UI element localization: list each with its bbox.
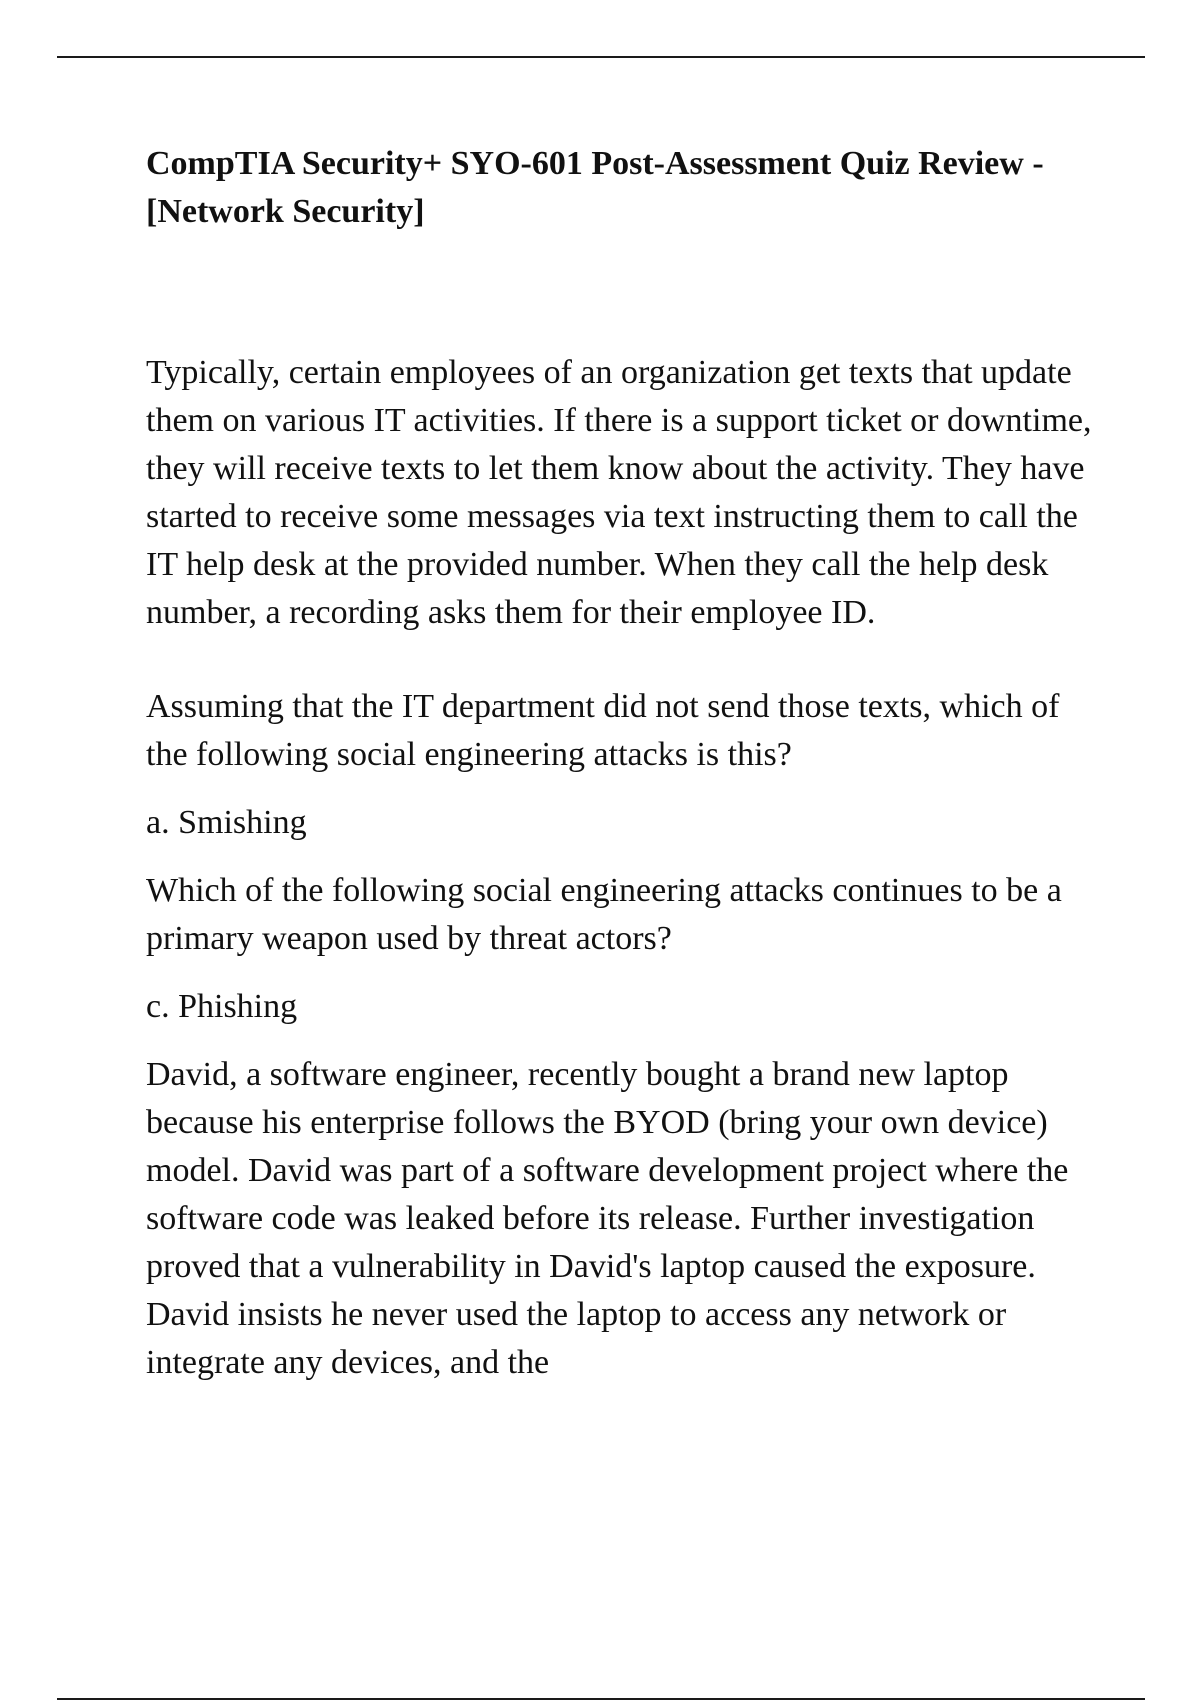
question-1-answer: a. Smishing — [146, 804, 307, 841]
question-3-scenario: David, a software engineer, recently bought a brand new laptop because his enterprise follows the BYOD (bring your own device) model. David was part of a software development project where the software code was leaked before its release. Further investigation proved that a vulnerability in David's laptop caused the exposure. David insists he never used the laptop to access any network or integrate any devices, and the — [146, 1056, 1069, 1381]
document-title: CompTIA Security+ SYO-601 Post-Assessment Quiz Review - [Network Security] — [146, 145, 1044, 230]
question-1-scenario: Typically, certain employees of an organization get texts that update them on various IT activities. If there is a support ticket or downtime, they will receive texts to let them know about the activity. They have started to receive some messages via text instructing them to call the IT help desk at the provided number. When they call the help desk number, a recording asks them for their employee ID. — [146, 354, 1092, 631]
document-body — [146, 140, 1106, 1387]
question-1-prompt: Assuming that the IT department did not send those texts, which of the following social engineering attacks is this? — [146, 688, 1060, 773]
question-2-answer: c. Phishing — [146, 988, 298, 1025]
question-2-prompt: Which of the following social engineering attacks continues to be a primary weapon used by threat actors? — [146, 872, 1062, 957]
top-rule — [57, 56, 1145, 58]
